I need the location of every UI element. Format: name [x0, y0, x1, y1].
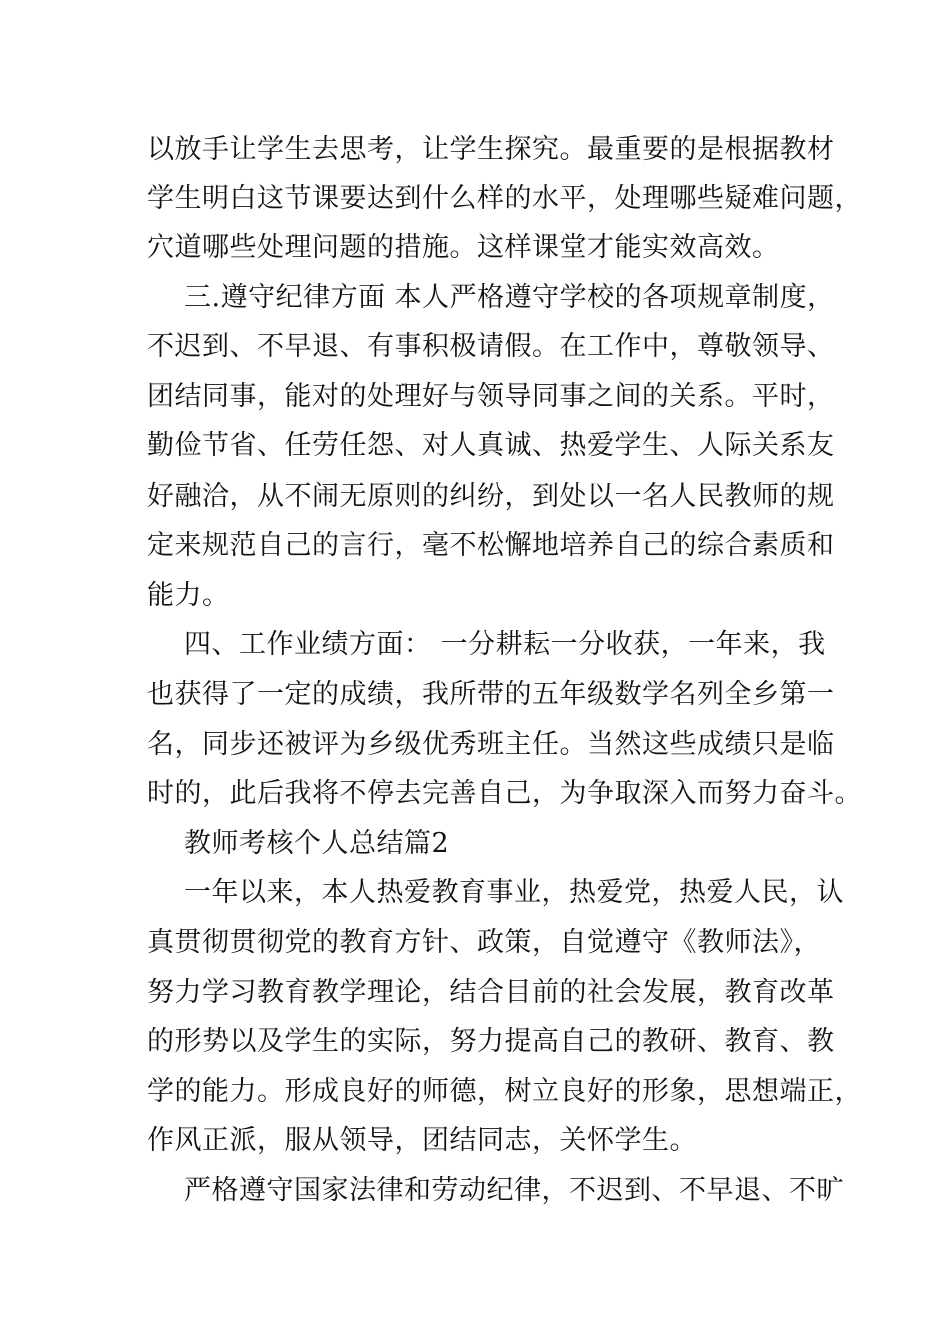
text-line: 学生明白这节课要达到什么样的水平，处理哪些疑难问题， [147, 183, 862, 214]
text-line: 名，同步还被评为乡级优秀班主任。当然这些成绩只是临 [147, 729, 835, 760]
text-line: 时的，此后我将不停去完善自己，为争取深入而努力奋斗。 [147, 778, 862, 809]
paragraph-start-line: 四、工作业绩方面： 一分耕耘一分收获，一年来，我 [184, 629, 826, 660]
paragraph-start-line: 严格遵守国家法律和劳动纪律，不迟到、不早退、不旷 [184, 1175, 844, 1206]
text-line: 定来规范自己的言行，毫不松懈地培养自己的综合素质和 [147, 530, 835, 561]
text-line: 穴道哪些处理问题的措施。这样课堂才能实效高效。 [147, 232, 780, 263]
text-line: 真贯彻贯彻党的教育方针、政策，自觉遵守《教师法》， [147, 927, 821, 958]
text-line: 的形势以及学生的实际，努力提高自己的教研、教育、教 [147, 1026, 835, 1057]
section-heading: 教师考核个人总结篇2 [184, 828, 450, 859]
paragraph-start-line: 三.遵守纪律方面 本人严格遵守学校的各项规章制度， [184, 282, 835, 313]
text-line: 勤俭节省、任劳任怨、对人真诚、热爱学生、人际关系友 [147, 430, 835, 461]
paragraph-start-line: 一年以来，本人热爱教育事业，热爱党，热爱人民，认 [184, 877, 844, 908]
text-line: 不迟到、不早退、有事积极请假。在工作中，尊敬领导、 [147, 331, 835, 362]
text-line: 能力。 [147, 580, 230, 611]
text-line: 团结同事，能对的处理好与领导同事之间的关系。平时， [147, 381, 835, 412]
text-line: 以放手让学生去思考，让学生探究。最重要的是根据教材 [147, 134, 835, 165]
text-line: 好融洽，从不闹无原则的纠纷，到处以一名人民教师的规 [147, 481, 835, 512]
text-line: 也获得了一定的成绩，我所带的五年级数学名列全乡第一 [147, 679, 835, 710]
text-line: 努力学习教育教学理论，结合目前的社会发展，教育改革 [147, 977, 835, 1008]
text-line: 学的能力。形成良好的师德，树立良好的形象，思想端正， [147, 1076, 862, 1107]
text-line: 作风正派，服从领导，团结同志，关怀学生。 [147, 1125, 697, 1156]
